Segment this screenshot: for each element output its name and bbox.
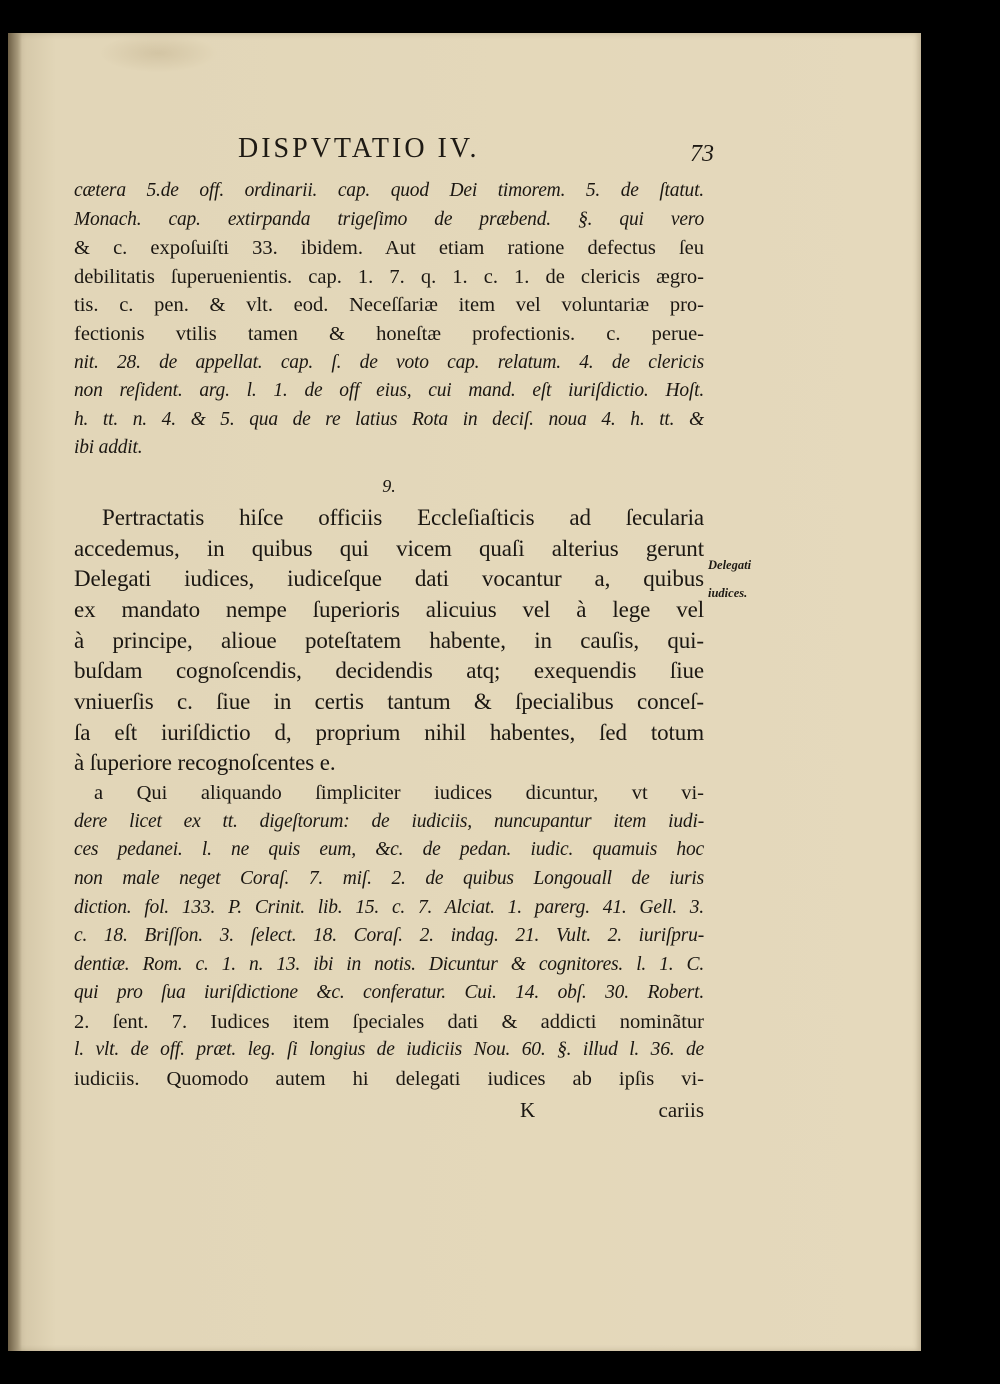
text-line: a Qui aliquando ſimpliciter iudices dicuntur, vt vi- bbox=[94, 782, 704, 805]
text-line: à principe, alioue poteſtatem habente, in cauſis, qui- bbox=[74, 627, 704, 653]
text-line: non reſident. arg. l. 1. de off eius, cui mand. eſt iuriſdictio. Hoſt. bbox=[74, 380, 704, 402]
text-line: ibi addit. bbox=[74, 437, 143, 459]
text-line: c. 18. Briſſon. 3. ſelect. 18. Coraſ. 2. indag. 21. Vult. 2. iuriſpru- bbox=[74, 925, 704, 947]
text-line: nit. 28. de appellat. cap. ſ. de voto cap. relatum. 4. de clericis bbox=[74, 351, 704, 373]
footnotes bbox=[74, 779, 704, 1094]
page-header bbox=[74, 133, 714, 173]
text-line: 2. ſent. 7. Iudices item ſpeciales dati & addicti nominãtur bbox=[74, 1010, 704, 1033]
continuation-notes bbox=[74, 177, 704, 463]
text-line: Delegati iudices, iudiceſque dati vocantur a, quibus bbox=[74, 566, 704, 592]
catchword: cariis bbox=[658, 1097, 704, 1122]
text-line: à ſuperiore recognoſcentes e. bbox=[74, 750, 336, 776]
page-footer bbox=[74, 1094, 704, 1126]
text-line: ces pedanei. l. ne quis eum, &c. de pedan. iudic. quamuis hoc bbox=[74, 839, 704, 861]
page-gutter-shadow bbox=[8, 33, 22, 1351]
book-page bbox=[8, 33, 921, 1351]
section-number: 9. bbox=[382, 475, 396, 496]
text-line: Pertractatis hiſce officiis Eccleſiaſticis ad ſecularia bbox=[102, 504, 704, 530]
margin-note-line: Delegati bbox=[708, 558, 752, 572]
text-line: Monach. cap. extirpanda trigeſimo de præbend. §. qui vero bbox=[74, 208, 704, 230]
text-line: vniuerſis c. ſiue in certis tantum & ſpecialibus conceſ- bbox=[74, 689, 704, 715]
text-block bbox=[74, 133, 714, 1126]
text-line: accedemus, in quibus qui vicem quaſi alterius gerunt bbox=[74, 535, 704, 561]
text-line: buſdam cognoſcendis, decidendis atq; exequendis ſiue bbox=[74, 658, 704, 684]
text-line: dentiæ. Rom. c. 1. n. 13. ibi in notis. Dicuntur & cognitores. l. 1. C. bbox=[74, 953, 704, 975]
margin-note bbox=[708, 551, 788, 607]
page-number: 73 bbox=[690, 141, 714, 167]
text-line: non male neget Coraſ. 7. miſ. 2. de quibus Longouall de iuris bbox=[74, 867, 704, 889]
text-line: diction. fol. 133. P. Crinit. lib. 15. c. 7. Alciat. 1. parerg. 41. Gell. 3. bbox=[74, 896, 704, 918]
text-line: & c. expoſuiſti 33. ibidem. Aut etiam ratione defectus ſeu bbox=[74, 237, 704, 260]
main-paragraph bbox=[74, 503, 704, 779]
margin-note-line: iudices. bbox=[708, 586, 748, 600]
text-line: iudiciis. Quomodo autem hi delegati iudices ab ipſis vi- bbox=[74, 1068, 704, 1091]
text-line: fectionis vtilis tamen & honeſtæ profectionis. c. perue- bbox=[74, 322, 704, 345]
text-line: h. tt. n. 4. & 5. qua de re latius Rota in deciſ. noua 4. h. tt. & bbox=[74, 408, 704, 430]
text-line: cætera 5.de off. ordinarii. cap. quod Dei timorem. 5. de ſtatut. bbox=[74, 180, 704, 201]
text-line: tis. c. pen. & vlt. eod. Neceſſariæ item vel voluntariæ pro- bbox=[74, 294, 704, 317]
running-title: DISPVTATIO IV. bbox=[238, 133, 480, 164]
text-line: qui pro ſua iuriſdictione &c. conferatur. Cui. 14. obſ. 30. Robert. bbox=[74, 982, 704, 1004]
text-line: debilitatis ſuperuenientis. cap. 1. 7. q. 1. c. 1. de clericis ægro- bbox=[74, 265, 704, 288]
text-line: ex mandato nempe ſuperioris alicuius vel à lege vel bbox=[74, 597, 704, 622]
text-line: ſa eſt iuriſdictio d, proprium nihil habentes, ſed totum bbox=[74, 719, 704, 745]
text-line: l. vlt. de off. præt. leg. ſi longius de iudiciis Nou. 60. §. illud l. 36. de bbox=[74, 1039, 704, 1061]
paper-stain bbox=[98, 33, 218, 73]
signature-mark: K bbox=[520, 1097, 536, 1122]
text-line: dere licet ex tt. digeſtorum: de iudiciis, nuncupantur item iudi- bbox=[74, 810, 704, 832]
